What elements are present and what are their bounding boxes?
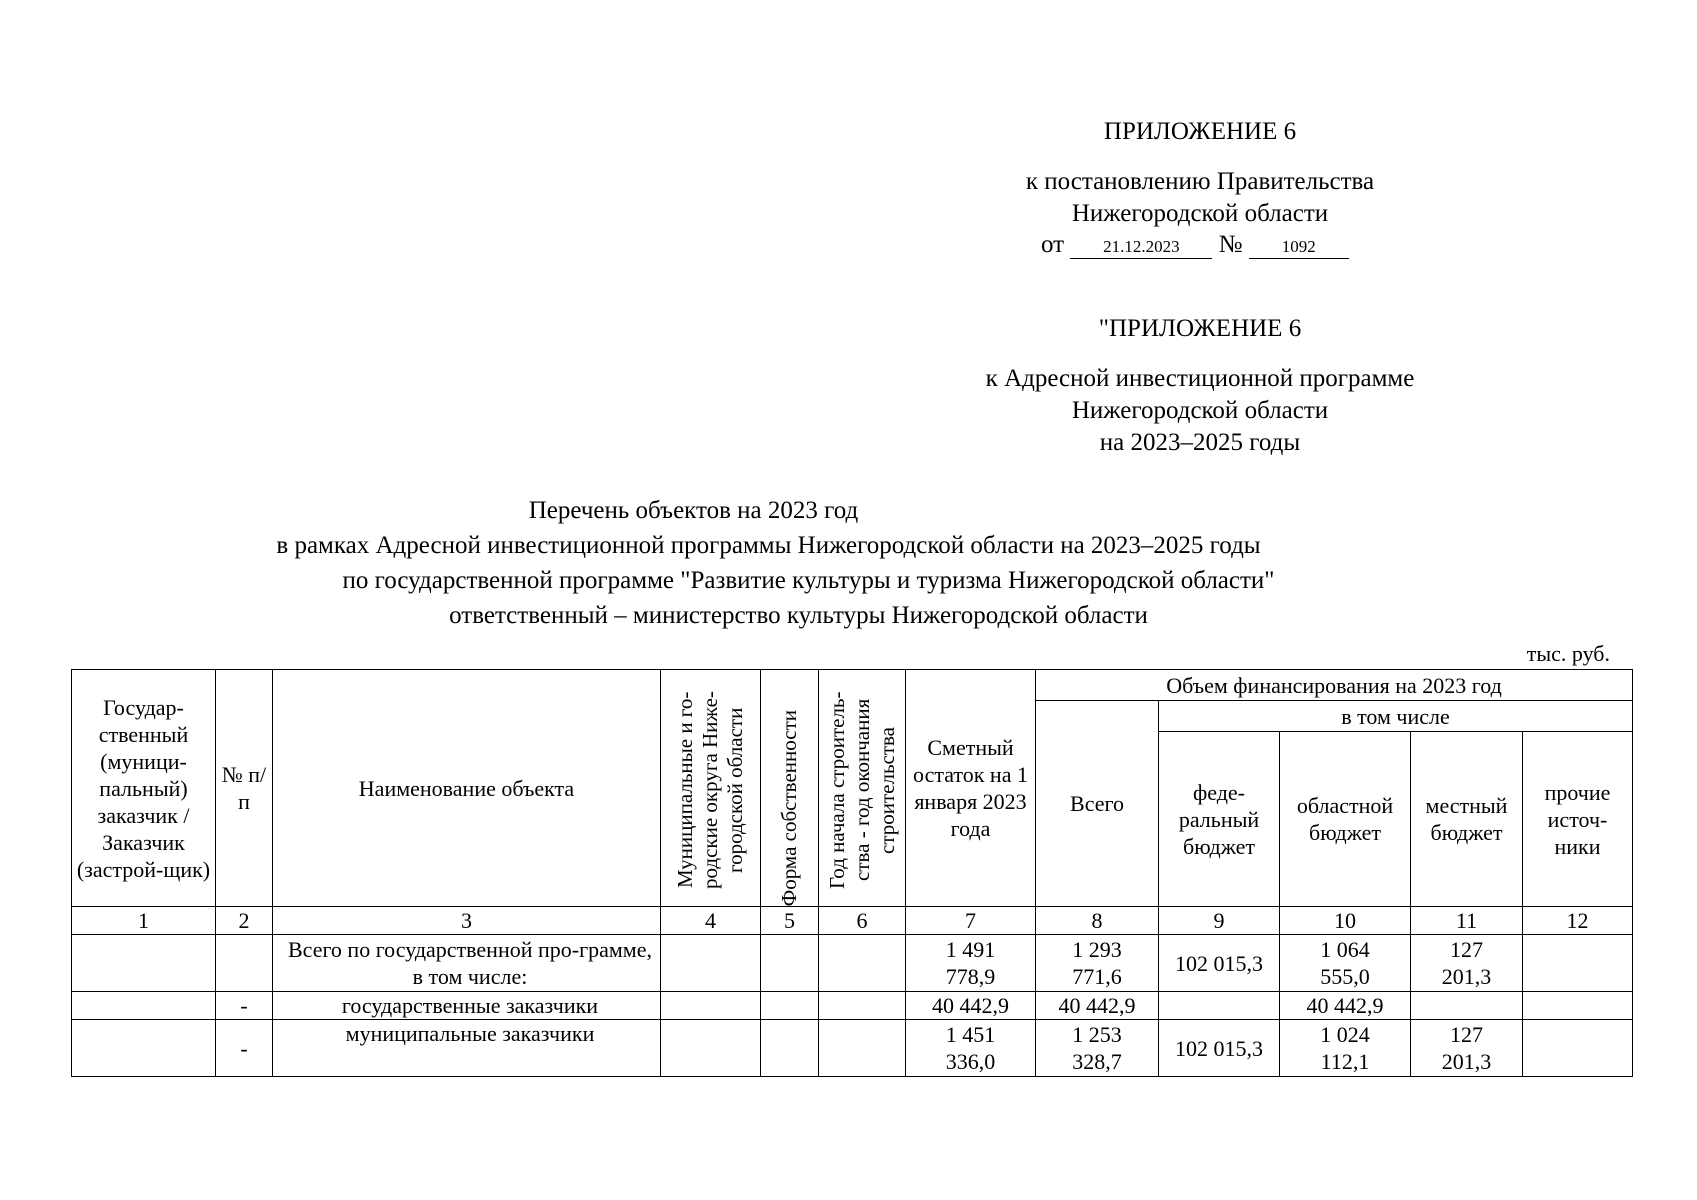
cell-years bbox=[819, 1020, 906, 1077]
header-federal: феде-ральный бюджет bbox=[1159, 732, 1280, 907]
cell-municipality bbox=[661, 935, 761, 992]
cell-object-name: государственные заказчики bbox=[273, 992, 661, 1020]
column-number: 12 bbox=[1523, 907, 1633, 935]
number-sign: № bbox=[1218, 231, 1243, 258]
program-line-1: к Адресной инвестиционной программе bbox=[985, 365, 1415, 392]
resolution-date: 21.12.2023 bbox=[1070, 236, 1212, 259]
cell-federal: 102 015,3 bbox=[1159, 935, 1280, 992]
cell-customer bbox=[72, 992, 216, 1020]
quoted-appendix-title: "ПРИЛОЖЕНИЕ 6 bbox=[1098, 315, 1302, 342]
cell-estimate: 1 491 778,9 bbox=[906, 935, 1036, 992]
table-row bbox=[72, 992, 1633, 1020]
column-number: 4 bbox=[661, 907, 761, 935]
header-ownership bbox=[761, 670, 819, 907]
column-number: 3 bbox=[273, 907, 661, 935]
header-customer: Государ-ственный (муници-пальный) заказчик / Заказчик (застрой-щик) bbox=[72, 670, 216, 907]
column-number: 1 bbox=[72, 907, 216, 935]
cell-estimate: 40 442,9 bbox=[906, 992, 1036, 1020]
header-ownership-label: Форма собственности bbox=[777, 709, 801, 906]
cell-municipality bbox=[661, 992, 761, 1020]
header-funding-group: Объем финансирования на 2023 год bbox=[1036, 670, 1633, 701]
header-municipality-label: Муниципальные и го-родские округа Ниже-городской области bbox=[673, 691, 747, 889]
resolution-line-1: к постановлению Правительства bbox=[1025, 168, 1375, 195]
column-numbers-row bbox=[72, 907, 1633, 935]
program-line-3: на 2023–2025 годы bbox=[1099, 429, 1301, 456]
document-title-line-1: Перечень объектов на 2023 год bbox=[528, 497, 859, 524]
cell-federal bbox=[1159, 992, 1280, 1020]
cell-number: - bbox=[216, 992, 273, 1020]
cell-total: 1 253 328,7 bbox=[1036, 1020, 1159, 1077]
column-number: 8 bbox=[1036, 907, 1159, 935]
document-title-line-4: ответственный – министерство культуры Нижегородской области bbox=[449, 602, 1148, 629]
header-years-label: Год начала строитель-ства - год окончания строительства bbox=[824, 691, 899, 889]
cell-local: 127 201,3 bbox=[1411, 935, 1523, 992]
header-object-name: Наименование объекта bbox=[273, 670, 661, 907]
document-title-line-3: по государственной программе "Развитие культуры и туризма Нижегородской области" bbox=[342, 567, 1275, 594]
cell-customer bbox=[72, 1020, 216, 1077]
cell-ownership bbox=[761, 935, 819, 992]
column-number: 9 bbox=[1159, 907, 1280, 935]
cell-total: 1 293 771,6 bbox=[1036, 935, 1159, 992]
cell-ownership bbox=[761, 1020, 819, 1077]
units-label: тыс. руб. bbox=[1526, 641, 1610, 666]
table-row bbox=[72, 935, 1633, 992]
cell-regional: 40 442,9 bbox=[1280, 992, 1411, 1020]
header-other: прочие источ-ники bbox=[1523, 732, 1633, 907]
cell-total: 40 442,9 bbox=[1036, 992, 1159, 1020]
header-total: Всего bbox=[1036, 701, 1159, 907]
cell-object-name: Всего по государственной про-грамме, в том числе: bbox=[273, 935, 661, 992]
header-regional: областной бюджет bbox=[1280, 732, 1411, 907]
cell-other bbox=[1523, 992, 1633, 1020]
cell-municipality bbox=[661, 1020, 761, 1077]
cell-number: - bbox=[216, 1020, 273, 1077]
cell-number bbox=[216, 935, 273, 992]
cell-estimate: 1 451 336,0 bbox=[906, 1020, 1036, 1077]
header-years bbox=[819, 670, 906, 907]
resolution-line-2: Нижегородской области bbox=[1071, 200, 1329, 227]
column-number: 11 bbox=[1411, 907, 1523, 935]
table-row bbox=[72, 1020, 1633, 1077]
column-number: 10 bbox=[1280, 907, 1411, 935]
cell-ownership bbox=[761, 992, 819, 1020]
date-prefix: от bbox=[1041, 231, 1065, 258]
cell-customer bbox=[72, 935, 216, 992]
cell-other bbox=[1523, 935, 1633, 992]
header-estimate: Сметный остаток на 1 января 2023 года bbox=[906, 670, 1036, 907]
column-number: 7 bbox=[906, 907, 1036, 935]
cell-other bbox=[1523, 1020, 1633, 1077]
document-title-line-2: в рамках Адресной инвестиционной программы Нижегородской области на 2023–2025 годы bbox=[276, 532, 1261, 559]
cell-regional: 1 024 112,1 bbox=[1280, 1020, 1411, 1077]
cell-object-name: муниципальные заказчики bbox=[273, 1020, 661, 1077]
header-municipality bbox=[661, 670, 761, 907]
column-number: 2 bbox=[216, 907, 273, 935]
cell-local: 127 201,3 bbox=[1411, 1020, 1523, 1077]
cell-federal: 102 015,3 bbox=[1159, 1020, 1280, 1077]
resolution-reference bbox=[1041, 229, 1349, 261]
header-local: местный бюджет bbox=[1411, 732, 1523, 907]
program-line-2: Нижегородской области bbox=[1071, 397, 1329, 424]
cell-local bbox=[1411, 992, 1523, 1020]
column-number: 6 bbox=[819, 907, 906, 935]
cell-years bbox=[819, 935, 906, 992]
cell-years bbox=[819, 992, 906, 1020]
column-number: 5 bbox=[761, 907, 819, 935]
objects-table bbox=[71, 669, 1633, 1077]
appendix-title: ПРИЛОЖЕНИЕ 6 bbox=[1103, 118, 1297, 145]
resolution-number: 1092 bbox=[1249, 236, 1349, 259]
header-number: № п/п bbox=[216, 670, 273, 907]
cell-regional: 1 064 555,0 bbox=[1280, 935, 1411, 992]
header-including: в том числе bbox=[1159, 701, 1633, 732]
